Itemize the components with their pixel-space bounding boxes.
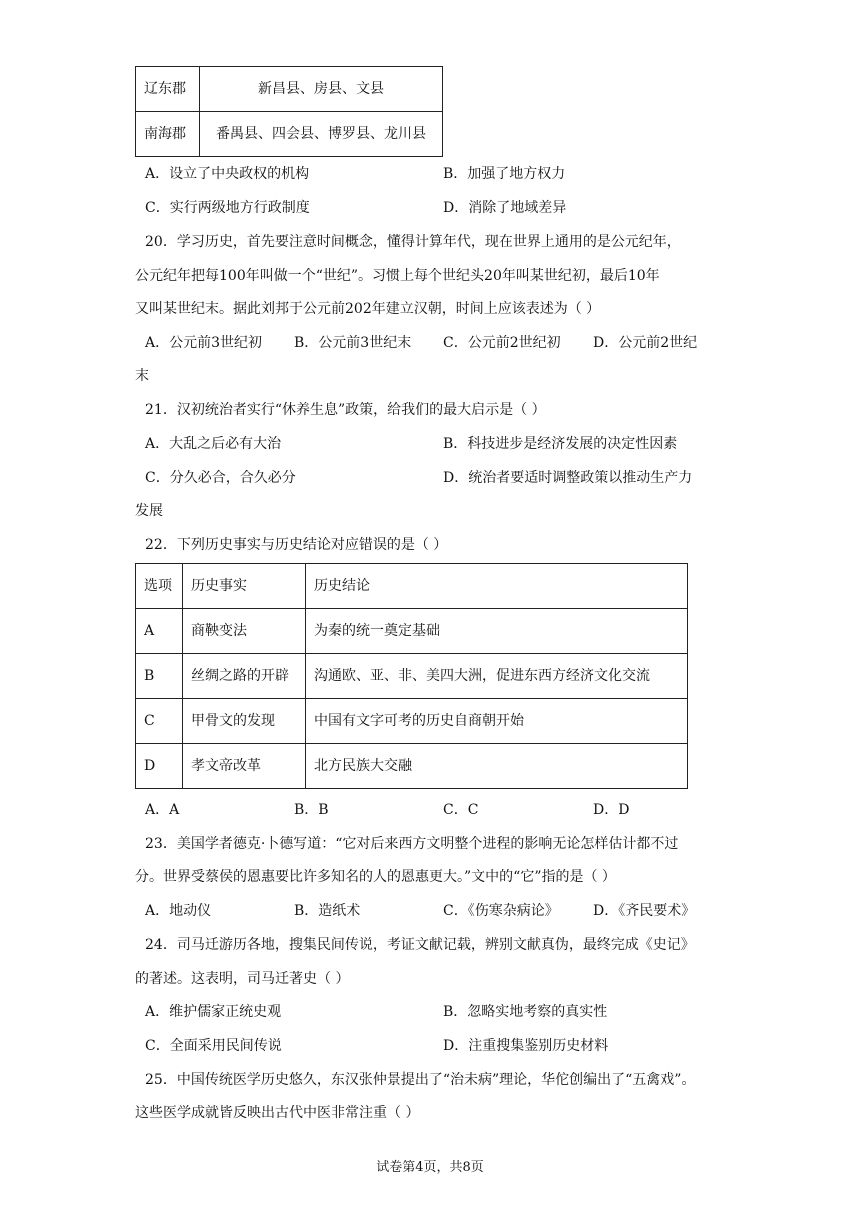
q21-option-b: B．科技进步是经济发展的决定性因素 xyxy=(443,436,678,452)
q19-option-b: B．加强了地方权力 xyxy=(443,166,566,182)
q24-stem-line: 24．司马迁游历各地，搜集民间传说，考证文献记载，辨别文献真伪，最终完成《史记》 xyxy=(145,937,695,953)
table-cell: 番禺县、四会县、博罗县、龙川县 xyxy=(200,112,443,157)
q19-option-d: D．消除了地域差异 xyxy=(443,200,567,216)
q23-option-d: D．《齐民要术》 xyxy=(593,903,696,919)
table-header: 历史事实 xyxy=(183,564,306,609)
table-cell: A xyxy=(136,609,183,654)
table-header-row xyxy=(136,564,688,609)
table-cell: 辽东郡 xyxy=(136,67,200,112)
q21-option-d: D．统治者要适时调整政策以推动生产力 xyxy=(443,470,693,486)
table-cell: 北方民族大交融 xyxy=(306,744,688,789)
q22-option-d: D．D xyxy=(593,802,630,818)
page-footer: 试卷第4页，共8页 xyxy=(376,1160,484,1175)
q20-option-d: D．公元前2世纪 xyxy=(593,335,698,351)
q22-stem: 22．下列历史事实与历史结论对应错误的是（ ） xyxy=(145,537,448,553)
table-row xyxy=(136,609,688,654)
q24-option-c: C．全面采用民间传说 xyxy=(145,1038,282,1054)
q22-option-a: A．A xyxy=(145,802,180,818)
table-cell: D xyxy=(136,744,183,789)
q20-stem-line: 20．学习历史，首先要注意时间概念，懂得计算年代，现在世界上通用的是公元纪年， xyxy=(145,234,681,250)
q22-option-c: C．C xyxy=(443,802,479,818)
q22-table xyxy=(135,563,688,789)
q20-option-c: C．公元前2世纪初 xyxy=(443,335,561,351)
q23-option-c: C．《伤寒杂病论》 xyxy=(443,903,559,919)
table-cell: 丝绸之路的开辟 xyxy=(183,654,306,699)
county-table xyxy=(135,66,443,157)
q24-stem-line: 的著述。这表明，司马迁著史（ ） xyxy=(135,971,350,987)
q23-option-a: A．地动仪 xyxy=(145,903,212,919)
q21-option-d-continued: 发展 xyxy=(135,503,163,519)
q20-stem-line: 又叫某世纪末。据此刘邦于公元前202年建立汉朝，时间上应该表述为（ ） xyxy=(135,301,601,317)
table-row xyxy=(136,67,443,112)
table-cell: 孝文帝改革 xyxy=(183,744,306,789)
table-row xyxy=(136,112,443,157)
q21-option-c: C．分久必合，合久必分 xyxy=(145,470,296,486)
q21-stem: 21．汉初统治者实行“休养生息”政策，给我们的最大启示是（ ） xyxy=(145,402,546,418)
table-cell: 沟通欧、亚、非、美四大洲，促进东西方经济文化交流 xyxy=(306,654,688,699)
table-cell: 新昌县、房县、文县 xyxy=(200,67,443,112)
q23-stem-line: 23．美国学者德克·卜德写道：“它对后来西方文明整个进程的影响无论怎样估计都不过 xyxy=(145,836,679,852)
table-row xyxy=(136,654,688,699)
q20-option-a: A．公元前3世纪初 xyxy=(145,335,263,351)
table-cell: 南海郡 xyxy=(136,112,200,157)
table-row xyxy=(136,744,688,789)
q22-option-b: B．B xyxy=(294,802,329,818)
q23-stem-line: 分。世界受蔡侯的恩惠要比许多知名的人的恩惠更大。”文中的“它”指的是（ ） xyxy=(135,869,616,885)
q24-option-b: B．忽略实地考察的真实性 xyxy=(443,1004,608,1020)
q21-option-a: A．大乱之后必有大治 xyxy=(145,436,282,452)
table-header: 历史结论 xyxy=(306,564,688,609)
table-row xyxy=(136,699,688,744)
table-cell: 商鞅变法 xyxy=(183,609,306,654)
q20-stem-line: 公元纪年把每100年叫做一个“世纪”。习惯上每个世纪头20年叫某世纪初，最后10年 xyxy=(135,268,660,284)
table-header: 选项 xyxy=(136,564,183,609)
q20-option-b: B．公元前3世纪末 xyxy=(294,335,412,351)
q24-option-a: A．维护儒家正统史观 xyxy=(145,1004,282,1020)
table-cell: 中国有文字可考的历史自商朝开始 xyxy=(306,699,688,744)
q19-option-a: A．设立了中央政权的机构 xyxy=(145,166,310,182)
table-cell: 为秦的统一奠定基础 xyxy=(306,609,688,654)
q20-option-d-continued: 末 xyxy=(135,368,149,384)
table-cell: B xyxy=(136,654,183,699)
table-cell: C xyxy=(136,699,183,744)
q23-option-b: B．造纸术 xyxy=(294,903,361,919)
q24-option-d: D．注重搜集鉴别历史材料 xyxy=(443,1038,609,1054)
q19-option-c: C．实行两级地方行政制度 xyxy=(145,200,310,216)
table-cell: 甲骨文的发现 xyxy=(183,699,306,744)
q25-stem-line: 这些医学成就皆反映出古代中医非常注重（ ） xyxy=(135,1105,420,1121)
q25-stem-line: 25．中国传统医学历史悠久，东汉张仲景提出了“治未病”理论，华佗创编出了“五禽戏”。 xyxy=(145,1072,696,1088)
